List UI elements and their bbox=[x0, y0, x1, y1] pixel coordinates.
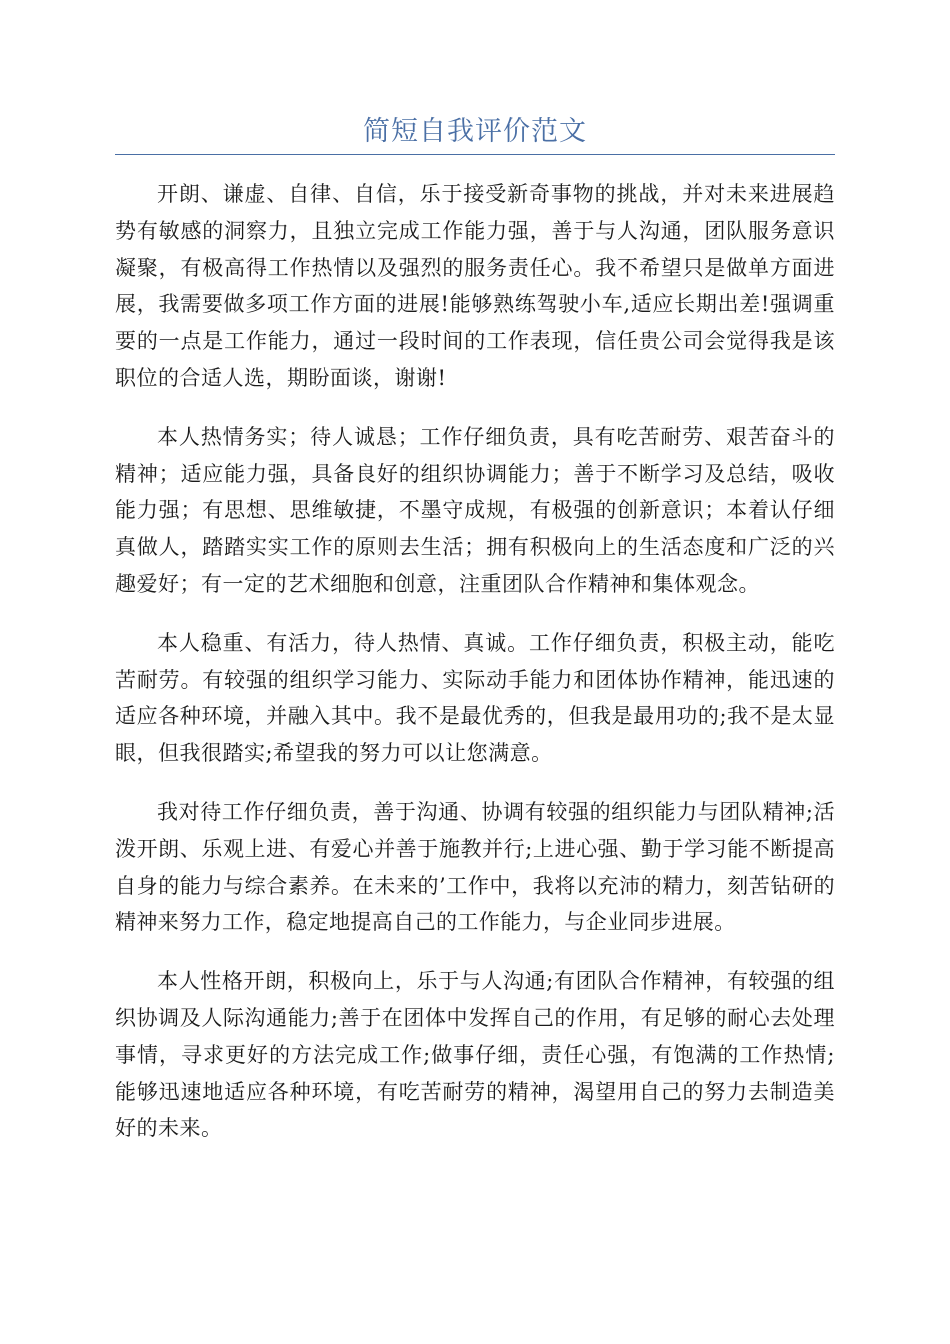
paragraph-4: 我对待工作仔细负责，善于沟通、协调有较强的组织能力与团队精神;活泼开朗、乐观上进、有爱心并善于施教并行;上进心强、勤于学习能不断提高自身的能力与综合素养。在未来的’工作中，我将以充沛的精力，刻苦钻研的精神来努力工作，稳定地提高自己的工作能力，与企业同步进展。 bbox=[115, 799, 835, 935]
paragraph-3: 本人稳重、有活力，待人热情、真诚。工作仔细负责，积极主动，能吃苦耐劳。有较强的组织学习能力、实际动手能力和团体协作精神，能迅速的适应各种环境，并融入其中。我不是最优秀的，但我是最用功的;我不是太显眼，但我很踏实;希望我的努力可以让您满意。 bbox=[115, 630, 835, 766]
title-underline bbox=[115, 154, 835, 155]
document-body bbox=[115, 176, 835, 1169]
paragraph-5: 本人性格开朗，积极向上，乐于与人沟通;有团队合作精神，有较强的组织协调及人际沟通能力;善于在团体中发挥自己的作用，有足够的耐心去处理事情，寻求更好的方法完成工作;做事仔细，责任心强，有饱满的工作热情;能够迅速地适应各种环境，有吃苦耐劳的精神，渴望用自己的努力去制造美好的未来。 bbox=[115, 969, 835, 1141]
document-page bbox=[115, 0, 835, 1344]
paragraph-2: 本人热情务实；待人诚恳；工作仔细负责，具有吃苦耐劳、艰苦奋斗的精神；适应能力强，具备良好的组织协调能力；善于不断学习及总结，吸收能力强；有思想、思维敏捷，不墨守成规，有极强的创新意识；本着认仔细真做人，踏踏实实工作的原则去生活；拥有积极向上的生活态度和广泛的兴趣爱好；有一定的艺术细胞和创意，注重团队合作精神和集体观念。 bbox=[115, 424, 835, 596]
document-title: 简短自我评价范文 bbox=[363, 116, 587, 147]
paragraph-1: 开朗、谦虚、自律、自信，乐于接受新奇事物的挑战，并对未来进展趋势有敏感的洞察力，且独立完成工作能力强，善于与人沟通，团队服务意识凝聚，有极高得工作热情以及强烈的服务责任心。我不希望只是做单方面进展，我需要做多项工作方面的进展!能够熟练驾驶小车,适应长期出差!强调重要的一点是工作能力，通过一段时间的工作表现，信任贵公司会觉得我是该职位的合适人选，期盼面谈，谢谢! bbox=[115, 182, 835, 390]
